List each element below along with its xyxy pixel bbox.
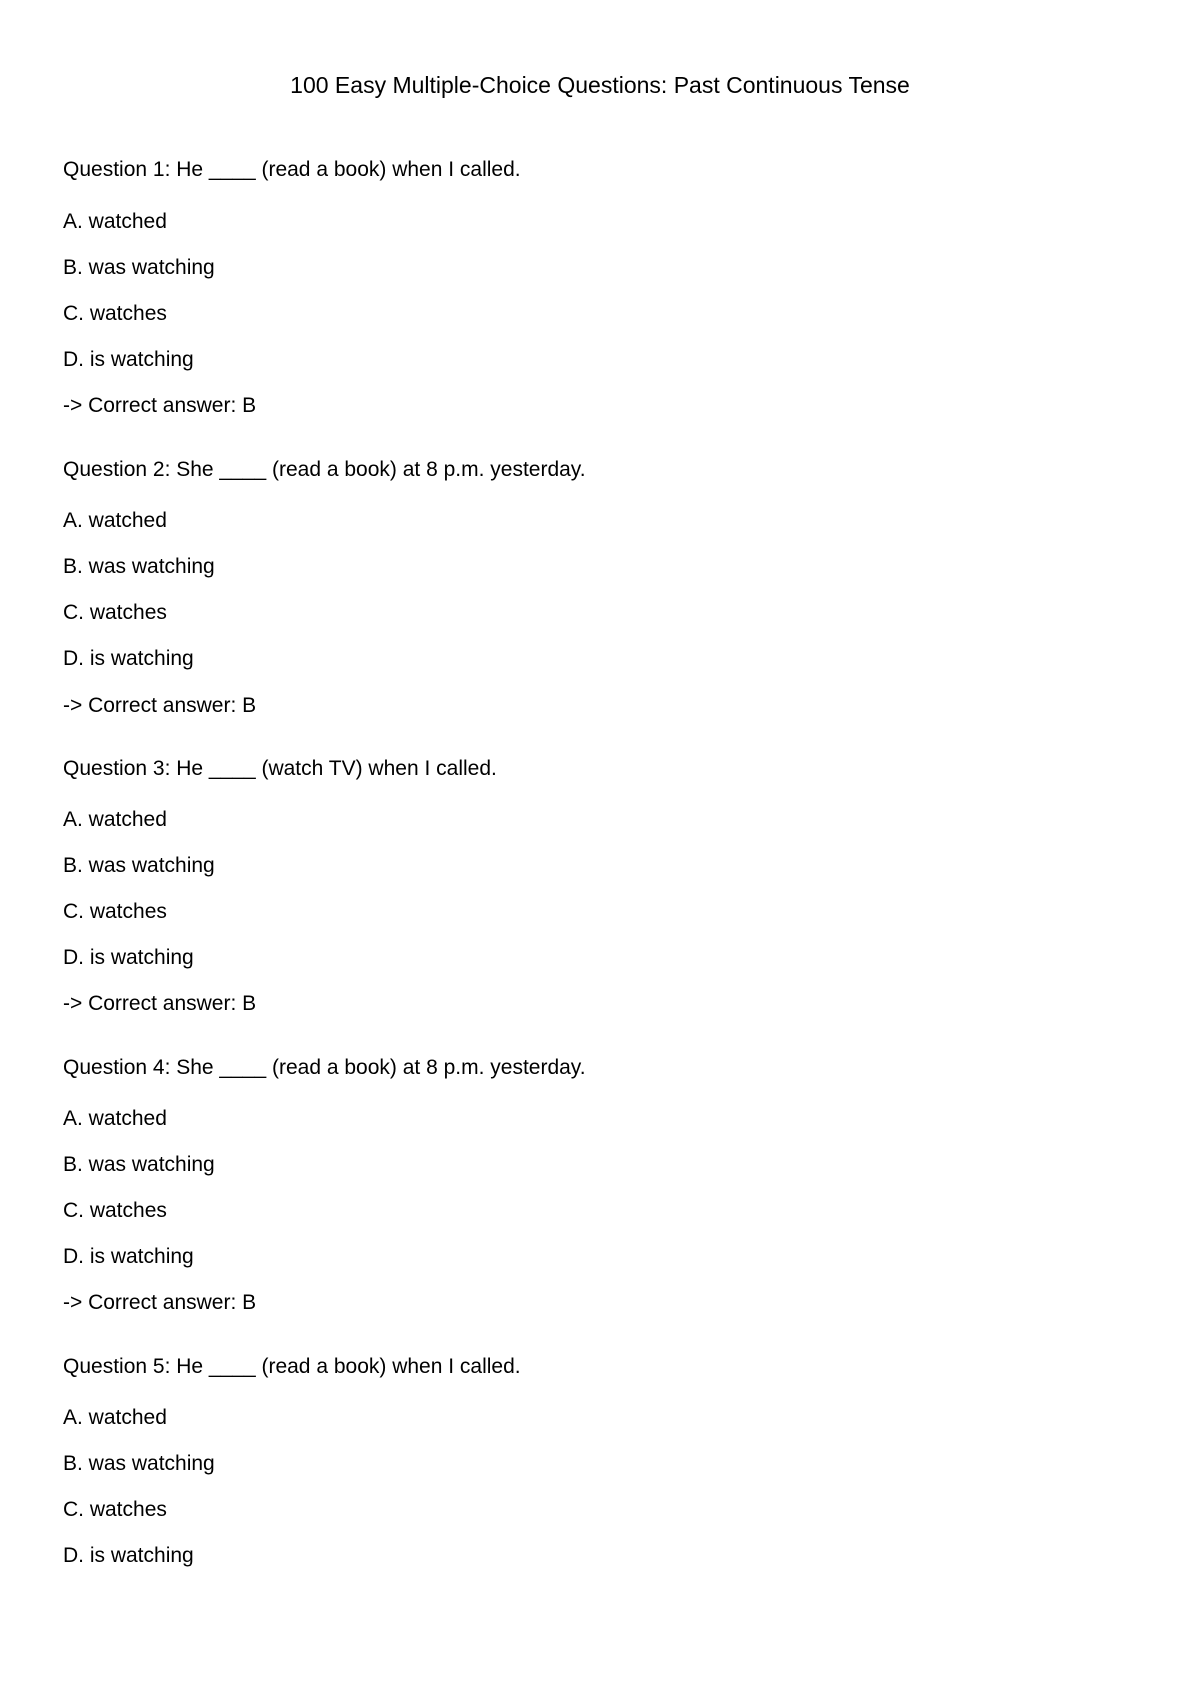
question-5-option-c: C. watches [63, 1498, 167, 1521]
question-4-answer: -> Correct answer: B [63, 1291, 257, 1314]
question-3-option-d: D. is watching [63, 946, 194, 969]
question-4-option-d: D. is watching [63, 1245, 194, 1268]
question-4-option-a: A. watched [63, 1107, 167, 1130]
question-1-text: Question 1: He ____ (read a book) when I called. [63, 158, 521, 181]
question-5-option-a: A. watched [63, 1406, 167, 1429]
question-3-answer: -> Correct answer: B [63, 992, 257, 1015]
question-2-text: Question 2: She ____ (read a book) at 8 p.m. yesterday. [63, 458, 586, 481]
question-2-option-d: D. is watching [63, 647, 194, 670]
question-2-answer: -> Correct answer: B [63, 694, 257, 717]
question-1-option-b: B. was watching [63, 256, 215, 279]
document-title: 100 Easy Multiple-Choice Questions: Past Continuous Tense [290, 72, 910, 98]
question-4-text: Question 4: She ____ (read a book) at 8 p.m. yesterday. [63, 1056, 586, 1079]
question-3-option-c: C. watches [63, 900, 167, 923]
question-3-option-a: A. watched [63, 808, 167, 831]
question-1-option-a: A. watched [63, 210, 167, 233]
question-5-option-b: B. was watching [63, 1452, 215, 1475]
question-5-option-d: D. is watching [63, 1544, 194, 1567]
question-5-text: Question 5: He ____ (read a book) when I called. [63, 1355, 521, 1378]
question-4-option-b: B. was watching [63, 1153, 215, 1176]
question-1-answer: -> Correct answer: B [63, 394, 257, 417]
question-2-option-a: A. watched [63, 509, 167, 532]
question-3-option-b: B. was watching [63, 854, 215, 877]
question-4-option-c: C. watches [63, 1199, 167, 1222]
question-1-option-c: C. watches [63, 302, 167, 325]
question-3-text: Question 3: He ____ (watch TV) when I called. [63, 757, 497, 780]
question-2-option-c: C. watches [63, 601, 167, 624]
question-2-option-b: B. was watching [63, 555, 215, 578]
question-1-option-d: D. is watching [63, 348, 194, 371]
